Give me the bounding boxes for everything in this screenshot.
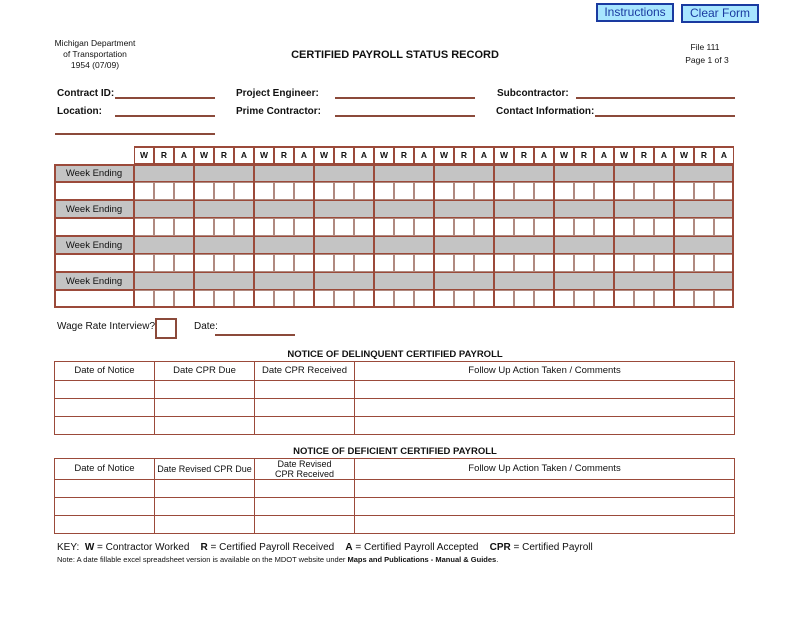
status-checkbox-w[interactable] [374,182,394,200]
status-checkbox-w[interactable] [314,218,334,236]
status-checkbox-r[interactable] [574,218,594,236]
status-checkbox-a[interactable] [534,254,554,272]
cell[interactable] [355,417,735,435]
column-header-w: W [554,146,574,164]
status-checkbox-a[interactable] [354,254,374,272]
status-checkbox-a[interactable] [534,182,554,200]
status-checkbox-w[interactable] [614,218,634,236]
status-checkbox-w[interactable] [254,182,274,200]
status-checkbox-w[interactable] [254,290,274,308]
status-checkbox-a[interactable] [714,254,734,272]
status-checkbox-a[interactable] [594,290,614,308]
contract-id-label: Contract ID: [57,88,115,99]
status-checkbox-r[interactable] [634,218,654,236]
status-checkbox-w[interactable] [434,218,454,236]
column-header-w: W [674,146,694,164]
status-checkbox-r[interactable] [274,254,294,272]
cell[interactable] [55,480,155,498]
status-checkbox-r[interactable] [454,254,474,272]
status-checkbox-w[interactable] [194,182,214,200]
column-header-w: W [134,146,154,164]
status-checkbox-r[interactable] [694,254,714,272]
status-checkbox-a[interactable] [594,218,614,236]
subcontractor-field[interactable] [576,97,735,99]
week-ending-date-field[interactable] [54,254,134,272]
week-date-cell[interactable] [314,164,374,182]
status-checkbox-r[interactable] [274,290,294,308]
week-date-cell[interactable] [194,272,254,290]
status-checkbox-w[interactable] [134,254,154,272]
org-line2: of Transportation [63,49,127,59]
deficient-title: NOTICE OF DEFICIENT CERTIFIED PAYROLL [293,446,497,457]
status-checkbox-a[interactable] [594,254,614,272]
status-checkbox-a[interactable] [654,218,674,236]
status-checkbox-r[interactable] [634,254,654,272]
column-header-w: W [374,146,394,164]
prime-contractor-field[interactable] [335,115,475,117]
column-header-a: A [294,146,314,164]
cell[interactable] [255,399,355,417]
status-checkbox-a[interactable] [234,290,254,308]
status-checkbox-w[interactable] [674,290,694,308]
column-header-r: R [274,146,294,164]
status-checkbox-w[interactable] [554,254,574,272]
cell[interactable] [55,417,155,435]
project-engineer-field[interactable] [335,97,475,99]
week-date-cell[interactable] [554,272,614,290]
status-checkbox-r[interactable] [574,182,594,200]
status-checkbox-a[interactable] [354,290,374,308]
status-checkbox-a[interactable] [354,182,374,200]
week-date-cell[interactable] [314,200,374,218]
prime-contractor-label: Prime Contractor: [236,106,322,117]
cell[interactable] [355,381,735,399]
week-date-cell[interactable] [194,236,254,254]
file-number: File 111 [690,42,720,52]
status-checkbox-a[interactable] [474,218,494,236]
status-checkbox-w[interactable] [314,290,334,308]
week-date-cell[interactable] [374,164,434,182]
status-checkbox-r[interactable] [334,254,354,272]
status-checkbox-r[interactable] [274,182,294,200]
week-date-cell[interactable] [194,164,254,182]
cell[interactable] [255,381,355,399]
status-checkbox-r[interactable] [394,218,414,236]
week-ending-label: Week Ending [54,272,134,290]
week-date-cell[interactable] [494,236,554,254]
org-block [40,38,150,71]
week-date-cell[interactable] [614,236,674,254]
column-header-r: R [694,146,714,164]
table-row [55,480,735,498]
status-checkbox-r[interactable] [574,254,594,272]
column-header-a: A [714,146,734,164]
clear-form-button[interactable]: Clear Form [681,4,759,23]
status-checkbox-w[interactable] [134,218,154,236]
status-checkbox-r[interactable] [574,290,594,308]
week-ending-label: Week Ending [54,164,134,182]
instructions-button[interactable]: Instructions [596,3,674,22]
column-header-r: R [454,146,474,164]
week-date-cell[interactable] [374,272,434,290]
week-date-cell[interactable] [434,272,494,290]
column-header-a: A [354,146,374,164]
status-checkbox-w[interactable] [554,182,574,200]
status-checkbox-r[interactable] [334,218,354,236]
status-checkbox-a[interactable] [654,290,674,308]
status-checkbox-a[interactable] [354,218,374,236]
status-checkbox-r[interactable] [514,182,534,200]
status-checkbox-a[interactable] [474,254,494,272]
status-checkbox-w[interactable] [494,254,514,272]
table-row [55,399,735,417]
key-r: R [200,542,208,553]
status-checkbox-r[interactable] [514,218,534,236]
cell[interactable] [155,516,255,534]
status-checkbox-r[interactable] [634,182,654,200]
week-ending-date-field[interactable] [54,182,134,200]
status-checkbox-w[interactable] [674,254,694,272]
column-header-a: A [234,146,254,164]
week-ending-label: Week Ending [54,200,134,218]
cell[interactable] [55,498,155,516]
status-checkbox-r[interactable] [394,182,414,200]
column-header-r: R [394,146,414,164]
status-checkbox-w[interactable] [194,254,214,272]
cell[interactable] [355,480,735,498]
project-engineer-label: Project Engineer: [236,88,319,99]
status-checkbox-w[interactable] [134,290,154,308]
week-date-cell[interactable] [494,164,554,182]
date-label: Date: [194,321,218,332]
status-checkbox-r[interactable] [214,218,234,236]
week-date-cell[interactable] [434,164,494,182]
cell[interactable] [255,516,355,534]
week-date-cell[interactable] [134,200,194,218]
status-checkbox-w[interactable] [374,218,394,236]
cell[interactable] [155,381,255,399]
week-date-cell[interactable] [374,200,434,218]
week-ending-date-field[interactable] [54,218,134,236]
status-checkbox-a[interactable] [174,218,194,236]
wage-rate-checkbox[interactable] [155,318,177,339]
status-checkbox-a[interactable] [714,182,734,200]
key-a-text: = Certified Payroll Accepted [352,542,479,553]
contact-information-field[interactable] [595,115,735,117]
subcontractor-label: Subcontractor: [497,88,569,99]
week-date-cell[interactable] [674,272,734,290]
status-checkbox-r[interactable] [214,290,234,308]
status-checkbox-a[interactable] [534,218,554,236]
column-header-r: R [154,146,174,164]
status-checkbox-a[interactable] [714,290,734,308]
status-checkbox-a[interactable] [534,290,554,308]
column-header-a: A [474,146,494,164]
column-header-w: W [194,146,214,164]
note [57,555,498,564]
status-checkbox-a[interactable] [414,290,434,308]
table-row [55,381,735,399]
week-date-cell[interactable] [134,236,194,254]
status-checkbox-w[interactable] [434,254,454,272]
status-checkbox-w[interactable] [254,218,274,236]
status-checkbox-r[interactable] [334,182,354,200]
key-prefix: KEY: [57,542,80,553]
status-checkbox-a[interactable] [474,290,494,308]
status-checkbox-r[interactable] [394,254,414,272]
status-checkbox-r[interactable] [514,254,534,272]
column-header-a: A [534,146,554,164]
status-checkbox-r[interactable] [514,290,534,308]
status-checkbox-w[interactable] [134,182,154,200]
column-header-w: W [314,146,334,164]
key-r-text: = Certified Payroll Received [207,542,335,553]
status-checkbox-a[interactable] [414,182,434,200]
week-ending-date-field[interactable] [54,290,134,308]
header-date-revised-cpr-due: Date Revised CPR Due [155,459,255,480]
status-checkbox-r[interactable] [454,182,474,200]
week-date-cell[interactable] [434,236,494,254]
status-checkbox-w[interactable] [614,254,634,272]
week-date-cell[interactable] [614,164,674,182]
week-date-cell[interactable] [674,236,734,254]
cell[interactable] [155,498,255,516]
status-checkbox-a[interactable] [234,182,254,200]
week-date-cell[interactable] [254,236,314,254]
week-date-cell[interactable] [374,236,434,254]
status-checkbox-r[interactable] [454,290,474,308]
cell[interactable] [55,399,155,417]
location-field[interactable] [115,115,215,117]
status-checkbox-w[interactable] [494,290,514,308]
week-date-cell[interactable] [314,236,374,254]
cell[interactable] [255,417,355,435]
status-checkbox-a[interactable] [174,290,194,308]
org-line1: Michigan Department [54,38,136,48]
status-checkbox-w[interactable] [614,182,634,200]
week-date-cell[interactable] [554,164,614,182]
column-header-w: W [494,146,514,164]
status-checkbox-a[interactable] [234,254,254,272]
status-checkbox-r[interactable] [154,290,174,308]
delinquent-table [54,361,735,435]
status-checkbox-a[interactable] [414,218,434,236]
week-date-cell[interactable] [674,200,734,218]
column-header-r: R [574,146,594,164]
status-checkbox-a[interactable] [294,290,314,308]
column-header-a: A [174,146,194,164]
cell[interactable] [355,399,735,417]
column-header-r: R [514,146,534,164]
column-header-a: A [594,146,614,164]
week-date-cell[interactable] [254,164,314,182]
status-checkbox-r[interactable] [334,290,354,308]
week-date-cell[interactable] [614,272,674,290]
week-date-cell[interactable] [254,272,314,290]
table-row [55,516,735,534]
status-checkbox-a[interactable] [414,254,434,272]
status-checkbox-a[interactable] [174,254,194,272]
status-checkbox-a[interactable] [294,218,314,236]
status-checkbox-r[interactable] [394,290,414,308]
wage-rate-label: Wage Rate Interview? [57,321,156,332]
week-date-cell[interactable] [254,200,314,218]
key-w-text: = Contractor Worked [94,542,190,553]
week-ending-label: Week Ending [54,236,134,254]
status-checkbox-r[interactable] [274,218,294,236]
form-number: 1954 (07/09) [70,60,120,70]
table-row [55,417,735,435]
cell[interactable] [255,480,355,498]
column-header-a: A [654,146,674,164]
page-title: CERTIFIED PAYROLL STATUS RECORD [291,49,499,61]
week-date-cell[interactable] [554,200,614,218]
week-date-cell[interactable] [134,164,194,182]
status-checkbox-r[interactable] [214,182,234,200]
status-checkbox-w[interactable] [194,218,214,236]
header-follow-up: Follow Up Action Taken / Comments [355,459,735,480]
cell[interactable] [355,516,735,534]
status-checkbox-r[interactable] [154,218,174,236]
week-date-cell[interactable] [194,200,254,218]
delinquent-title: NOTICE OF DELINQUENT CERTIFIED PAYROLL [287,349,503,360]
key-cpr-text: = Certified Payroll [510,542,593,553]
header-date-of-notice: Date of Notice [55,459,155,480]
status-checkbox-r[interactable] [154,254,174,272]
column-header-r: R [214,146,234,164]
column-header-r: R [334,146,354,164]
note-link: Maps and Publications - Manual & Guides [347,555,497,564]
column-header-a: A [414,146,434,164]
status-checkbox-w[interactable] [494,182,514,200]
status-checkbox-w[interactable] [374,290,394,308]
status-checkbox-r[interactable] [634,290,654,308]
status-checkbox-r[interactable] [694,290,714,308]
date-field[interactable] [215,334,295,336]
status-checkbox-r[interactable] [154,182,174,200]
status-checkbox-r[interactable] [694,218,714,236]
cell[interactable] [55,516,155,534]
column-header-w: W [254,146,274,164]
cell[interactable] [155,399,255,417]
key-a: A [345,542,353,553]
status-checkbox-a[interactable] [714,218,734,236]
contract-id-field[interactable] [115,97,215,99]
week-date-cell[interactable] [494,200,554,218]
status-checkbox-a[interactable] [654,254,674,272]
status-checkbox-r[interactable] [694,182,714,200]
header-date-of-notice: Date of Notice [55,362,155,381]
week-date-cell[interactable] [674,164,734,182]
week-date-cell[interactable] [494,272,554,290]
key-legend [57,542,593,553]
status-checkbox-w[interactable] [194,290,214,308]
status-checkbox-w[interactable] [674,182,694,200]
week-date-cell[interactable] [614,200,674,218]
column-header-r: R [634,146,654,164]
cell[interactable] [355,498,735,516]
week-date-cell[interactable] [554,236,614,254]
header-follow-up: Follow Up Action Taken / Comments [355,362,735,381]
status-checkbox-w[interactable] [314,182,334,200]
status-checkbox-a[interactable] [174,182,194,200]
status-checkbox-w[interactable] [254,254,274,272]
location-field-2[interactable] [55,133,215,135]
status-checkbox-w[interactable] [434,182,454,200]
status-checkbox-a[interactable] [294,254,314,272]
header-date-cpr-received: Date CPR Received [255,362,355,381]
key-cpr: CPR [489,542,511,553]
week-date-cell[interactable] [434,200,494,218]
header-date-cpr-due: Date CPR Due [155,362,255,381]
status-checkbox-w[interactable] [494,218,514,236]
column-header-w: W [614,146,634,164]
status-checkbox-w[interactable] [554,290,574,308]
key-w: W [84,542,95,553]
cell[interactable] [155,417,255,435]
status-checkbox-w[interactable] [554,218,574,236]
status-checkbox-r[interactable] [214,254,234,272]
table-row [55,498,735,516]
week-date-cell[interactable] [314,272,374,290]
status-checkbox-a[interactable] [654,182,674,200]
note-text: Note: A date fillable excel spreadsheet version is available on the MDOT website under [57,555,348,564]
status-checkbox-a[interactable] [594,182,614,200]
week-date-cell[interactable] [134,272,194,290]
location-label: Location: [57,106,102,117]
cell[interactable] [55,381,155,399]
status-checkbox-w[interactable] [374,254,394,272]
status-checkbox-w[interactable] [314,254,334,272]
status-checkbox-w[interactable] [614,290,634,308]
cell[interactable] [255,498,355,516]
status-checkbox-w[interactable] [674,218,694,236]
contact-information-label: Contact Information: [496,106,595,117]
deficient-table [54,458,735,534]
status-checkbox-r[interactable] [454,218,474,236]
status-checkbox-w[interactable] [434,290,454,308]
header-date-revised-cpr-received: Date Revised CPR Received [255,459,355,480]
column-header-w: W [434,146,454,164]
status-checkbox-a[interactable] [474,182,494,200]
status-checkbox-a[interactable] [234,218,254,236]
status-checkbox-a[interactable] [294,182,314,200]
page-number: Page 1 of 3 [685,55,729,65]
cell[interactable] [155,480,255,498]
note-end: . [496,555,499,564]
